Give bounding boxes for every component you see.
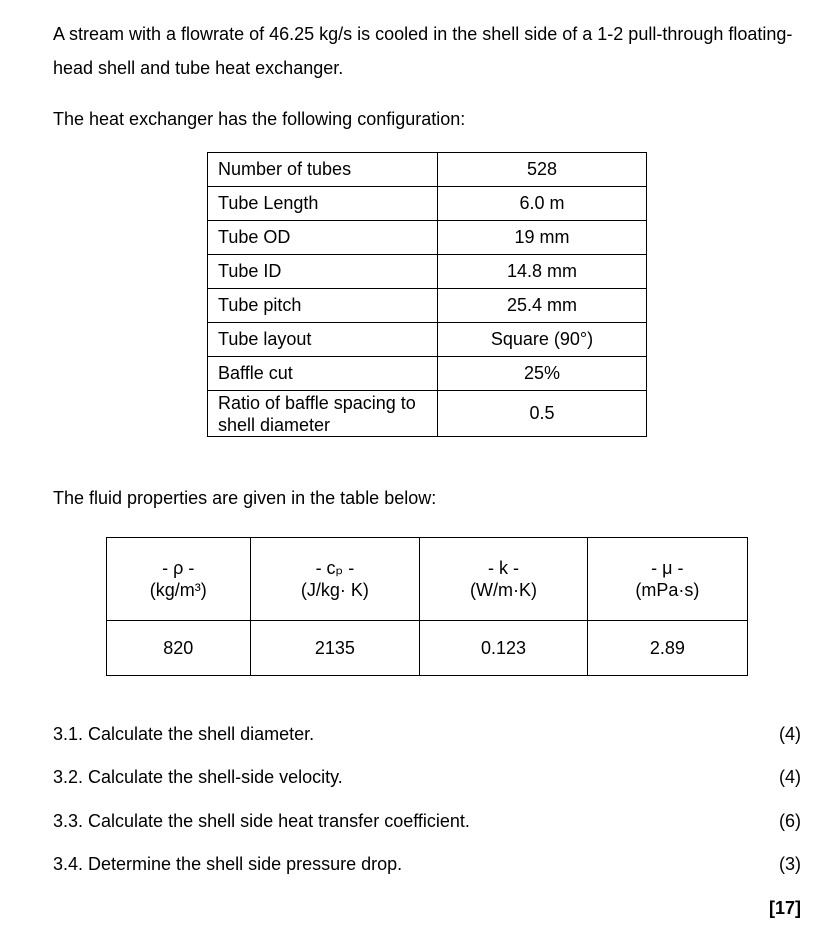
table-row [107,621,748,676]
problem-statement: A stream with a flowrate of 46.25 kg/s is cooled in the shell side of a 1-2 pull-through floating-head shell and tube heat exchanger. [53,24,793,78]
config-label: Ratio of baffle spacing to shell diameter [208,391,438,437]
viscosity-value: 2.89 [587,621,747,676]
table-header-row [107,538,748,621]
table-row [208,289,647,323]
config-intro: The heat exchanger has the following configuration: [53,109,466,129]
header-viscosity [587,538,747,621]
table-row [208,357,647,391]
config-value: 0.5 [438,391,647,437]
header-unit: (W/m·K) [470,580,538,600]
config-value: 19 mm [438,221,647,255]
density-value: 820 [107,621,251,676]
question-3-1: 3.1. Calculate the shell diameter. [53,724,315,744]
config-label: Baffle cut [208,357,438,391]
config-value: 14.8 mm [438,255,647,289]
question-3-4-marks: (3) [779,854,801,874]
question-3-2-marks: (4) [779,767,801,787]
table-row [208,255,647,289]
config-value: 6.0 m [438,187,647,221]
header-conductivity [420,538,587,621]
header-symbol: - cₚ - [315,558,355,578]
table-row [208,187,647,221]
config-value: 528 [438,153,647,187]
total-marks: [17] [768,898,801,918]
config-table [207,152,647,437]
table-row [208,153,647,187]
config-label: Number of tubes [208,153,438,187]
header-unit: (J/kg· K) [300,580,369,600]
conductivity-value: 0.123 [420,621,587,676]
header-symbol: - k - [488,558,520,578]
config-label: Tube layout [208,323,438,357]
heat-capacity-value: 2135 [250,621,420,676]
table-row [208,391,647,437]
header-unit: (kg/m³) [149,580,207,600]
config-value: 25.4 mm [438,289,647,323]
header-heat-capacity [250,538,420,621]
header-symbol: - ρ - [162,558,195,578]
question-3-3-marks: (6) [779,811,801,831]
question-3-2: 3.2. Calculate the shell-side velocity. [53,767,343,787]
header-symbol: - μ - [651,558,684,578]
question-3-3: 3.3. Calculate the shell side heat transfer coefficient. [53,811,470,831]
props-intro: The fluid properties are given in the table below: [53,488,437,508]
table-row [208,221,647,255]
config-label: Tube pitch [208,289,438,323]
header-density [107,538,251,621]
table-row [208,323,647,357]
header-unit: (mPa·s) [635,580,700,600]
config-label: Tube OD [208,221,438,255]
question-3-1-marks: (4) [779,724,801,744]
config-value: 25% [438,357,647,391]
question-3-4: 3.4. Determine the shell side pressure drop. [53,854,403,874]
config-value: Square (90°) [438,323,647,357]
fluid-properties-table [106,537,748,676]
config-label: Tube ID [208,255,438,289]
config-label: Tube Length [208,187,438,221]
